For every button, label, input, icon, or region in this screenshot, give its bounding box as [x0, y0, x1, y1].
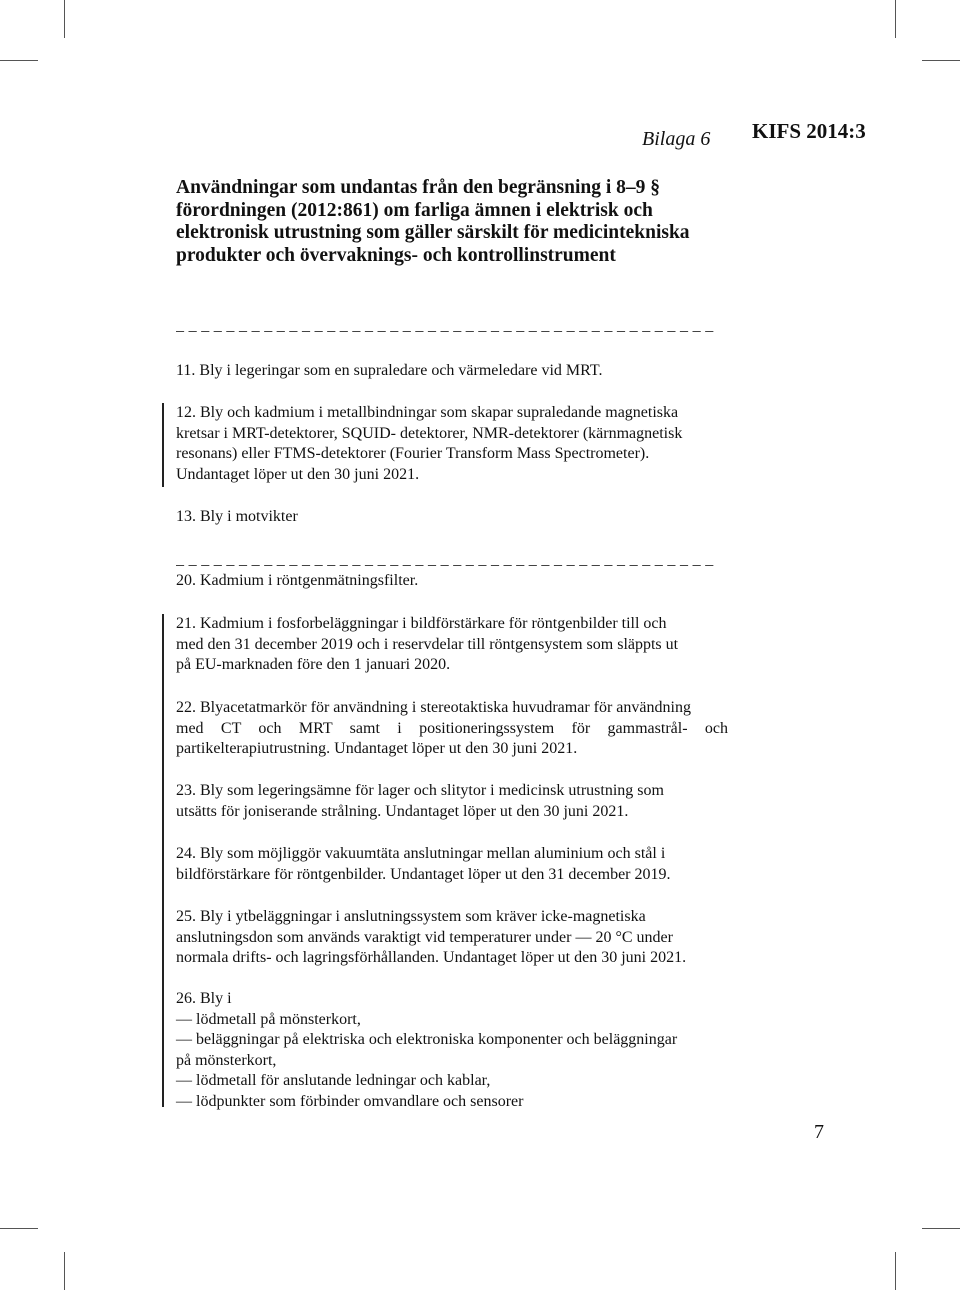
- item-12: [176, 403, 728, 485]
- item-13: [176, 507, 728, 528]
- crop-mark: [0, 1228, 38, 1229]
- item-24: [176, 844, 728, 885]
- item-text: 13. Bly i motvikter: [176, 508, 298, 525]
- item-text: bildförstärkare för röntgenbilder. Undantaget löper ut den 31 december 2019.: [176, 865, 671, 883]
- item-text: 26. Bly i: [176, 990, 232, 1007]
- item-21: [176, 614, 728, 676]
- item-text: 20. Kadmium i röntgenmätningsfilter.: [176, 572, 419, 589]
- regulation-code: KIFS 2014:3: [752, 119, 866, 143]
- item-20: [176, 571, 728, 592]
- crop-mark: [895, 0, 896, 38]
- item-text: — beläggningar på elektriska och elektroniska komponenter och beläggningar: [176, 1031, 678, 1048]
- item-text: med CT och MRT samt i positioneringssystem för gammastrål- och: [176, 719, 728, 737]
- item-26: [176, 989, 728, 1112]
- page-number: 7: [814, 1121, 824, 1143]
- item-text: normala drifts- och lagringsförhållanden. Undantaget löper ut den 30 juni 2021.: [176, 949, 687, 966]
- item-text: kretsar i MRT-detektorer, SQUID- detektorer, NMR-detektorer (kärnmagnetisk: [176, 424, 683, 442]
- item-22: [176, 698, 728, 760]
- item-text: med den 31 december 2019 och i reservdelar till röntgensystem som släppts ut: [176, 635, 679, 653]
- item-11: [176, 361, 728, 382]
- title-line: förordningen (2012:861) om farliga ämnen i elektrisk och: [176, 199, 653, 221]
- item-text: Undantaget löper ut den 30 juni 2021.: [176, 465, 420, 483]
- item-text: partikelterapiutrustning. Undantaget löper ut den 30 juni 2021.: [176, 740, 578, 757]
- crop-mark: [0, 60, 38, 61]
- item-text: — lödmetall på mönsterkort,: [176, 1010, 361, 1028]
- appendix-label: Bilaga 6: [642, 128, 711, 150]
- crop-mark: [895, 1252, 896, 1290]
- title-line: Användningar som undantas från den begränsning i 8–9 §: [176, 177, 661, 198]
- item-text: — lödmetall för anslutande ledningar och kablar,: [176, 1072, 491, 1089]
- item-text: 22. Blyacetatmarkör för användning i stereotaktiska huvudramar för användning: [176, 699, 691, 716]
- item-text: på mönsterkort,: [176, 1051, 277, 1069]
- omission-separator: _ _ _ _ _ _ _ _ _ _ _ _ _ _ _ _ _ _ _ _ _ _ _ _ _ _ _ _ _ _ _ _ _ _ _ _ _ _ _ _ _ _ _: [176, 318, 714, 334]
- item-text: utsätts för joniserande strålning. Undantaget löper ut den 30 juni 2021.: [176, 802, 629, 820]
- item-text: anslutningsdon som används varaktigt vid temperaturer under — 20 °C under: [176, 928, 673, 946]
- document-title: [176, 177, 736, 267]
- crop-mark: [922, 1228, 960, 1229]
- title-line: elektronisk utrustning som gäller särskilt för medicintekniska: [176, 222, 690, 243]
- item-text: 12. Bly och kadmium i metallbindningar som skapar supraledande magnetiska: [176, 404, 679, 421]
- item-text: — lödpunkter som förbinder omvandlare och sensorer: [176, 1092, 524, 1110]
- change-bar: [162, 403, 164, 487]
- item-text: på EU-marknaden före den 1 januari 2020.: [176, 656, 451, 673]
- item-text: resonans) eller FTMS-detektorer (Fourier Transform Mass Spectrometer).: [176, 445, 650, 462]
- change-bar: [162, 614, 164, 1107]
- crop-mark: [64, 0, 65, 38]
- omission-separator: _ _ _ _ _ _ _ _ _ _ _ _ _ _ _ _ _ _ _ _ _ _ _ _ _ _ _ _ _ _ _ _ _ _ _ _ _ _ _ _ _ _ _: [176, 552, 714, 568]
- item-25: [176, 907, 728, 969]
- crop-mark: [922, 60, 960, 61]
- item-text: 21. Kadmium i fosforbeläggningar i bildförstärkare för röntgenbilder till och: [176, 615, 667, 632]
- item-text: 24. Bly som möjliggör vakuumtäta anslutningar mellan aluminium och stål i: [176, 845, 666, 862]
- item-text: 25. Bly i ytbeläggningar i anslutningssystem som kräver icke-magnetiska: [176, 908, 646, 925]
- crop-mark: [64, 1252, 65, 1290]
- item-text: 23. Bly som legeringsämne för lager och slitytor i medicinsk utrustning som: [176, 782, 664, 799]
- item-23: [176, 781, 728, 822]
- title-line: produkter och övervaknings- och kontrollinstrument: [176, 244, 616, 266]
- item-text: 11. Bly i legeringar som en supraledare och värmeledare vid MRT.: [176, 362, 603, 379]
